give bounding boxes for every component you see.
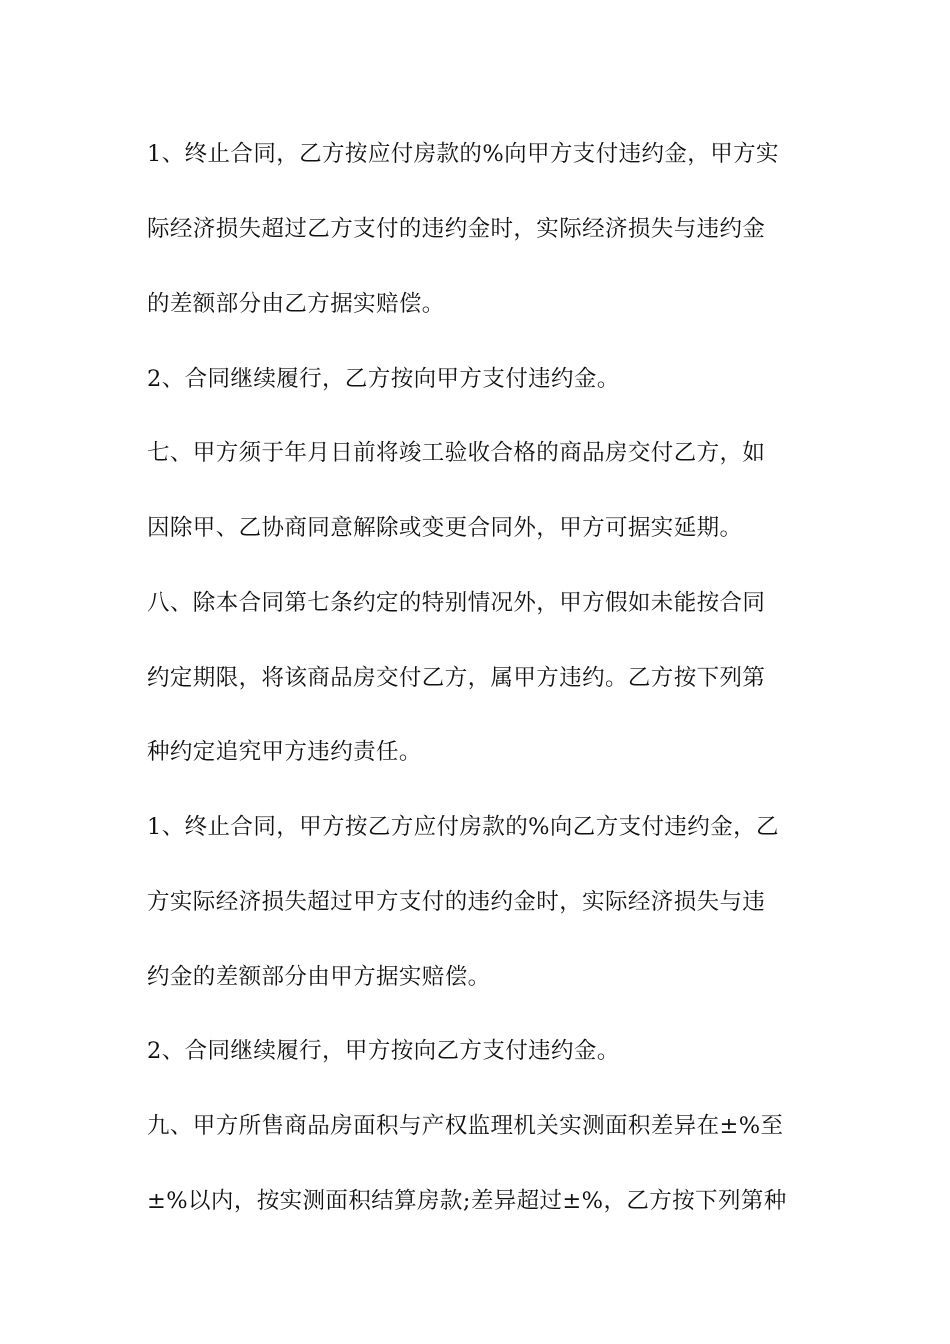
text-line: 七、甲方须于年月日前将竣工验收合格的商品房交付乙方，如 [147,440,766,466]
text-line: 2、合同继续履行，乙方按向甲方支付违约金。 [147,366,620,392]
text-line: 2、合同继续履行，甲方按向乙方支付违约金。 [147,1038,620,1064]
text-line: 1、终止合同，乙方按应付房款的%向甲方支付违约金，甲方实 [147,141,779,167]
text-line: 种约定追究甲方违约责任。 [147,739,422,765]
text-line: 八、除本合同第七条约定的特别情况外，甲方假如未能按合同 [147,590,766,616]
text-line: 方实际经济损失超过甲方支付的违约金时，实际经济损失与违 [147,889,766,915]
text-line: ±%以内，按实测面积结算房款;差异超过±%，乙方按下列第种 [147,1188,787,1214]
text-line: 1、终止合同，甲方按乙方应付房款的%向乙方支付违约金，乙 [147,814,779,840]
text-line: 际经济损失超过乙方支付的违约金时，实际经济损失与违约金 [147,216,766,242]
text-line: 因除甲、乙协商同意解除或变更合同外，甲方可据实延期。 [147,515,743,541]
text-line: 九、甲方所售商品房面积与产权监理机关实测面积差异在±%至 [147,1113,784,1139]
text-line: 约定期限，将该商品房交付乙方，属甲方违约。乙方按下列第 [147,665,766,691]
text-line: 的差额部分由乙方据实赔偿。 [147,291,445,317]
text-line: 约金的差额部分由甲方据实赔偿。 [147,964,491,990]
